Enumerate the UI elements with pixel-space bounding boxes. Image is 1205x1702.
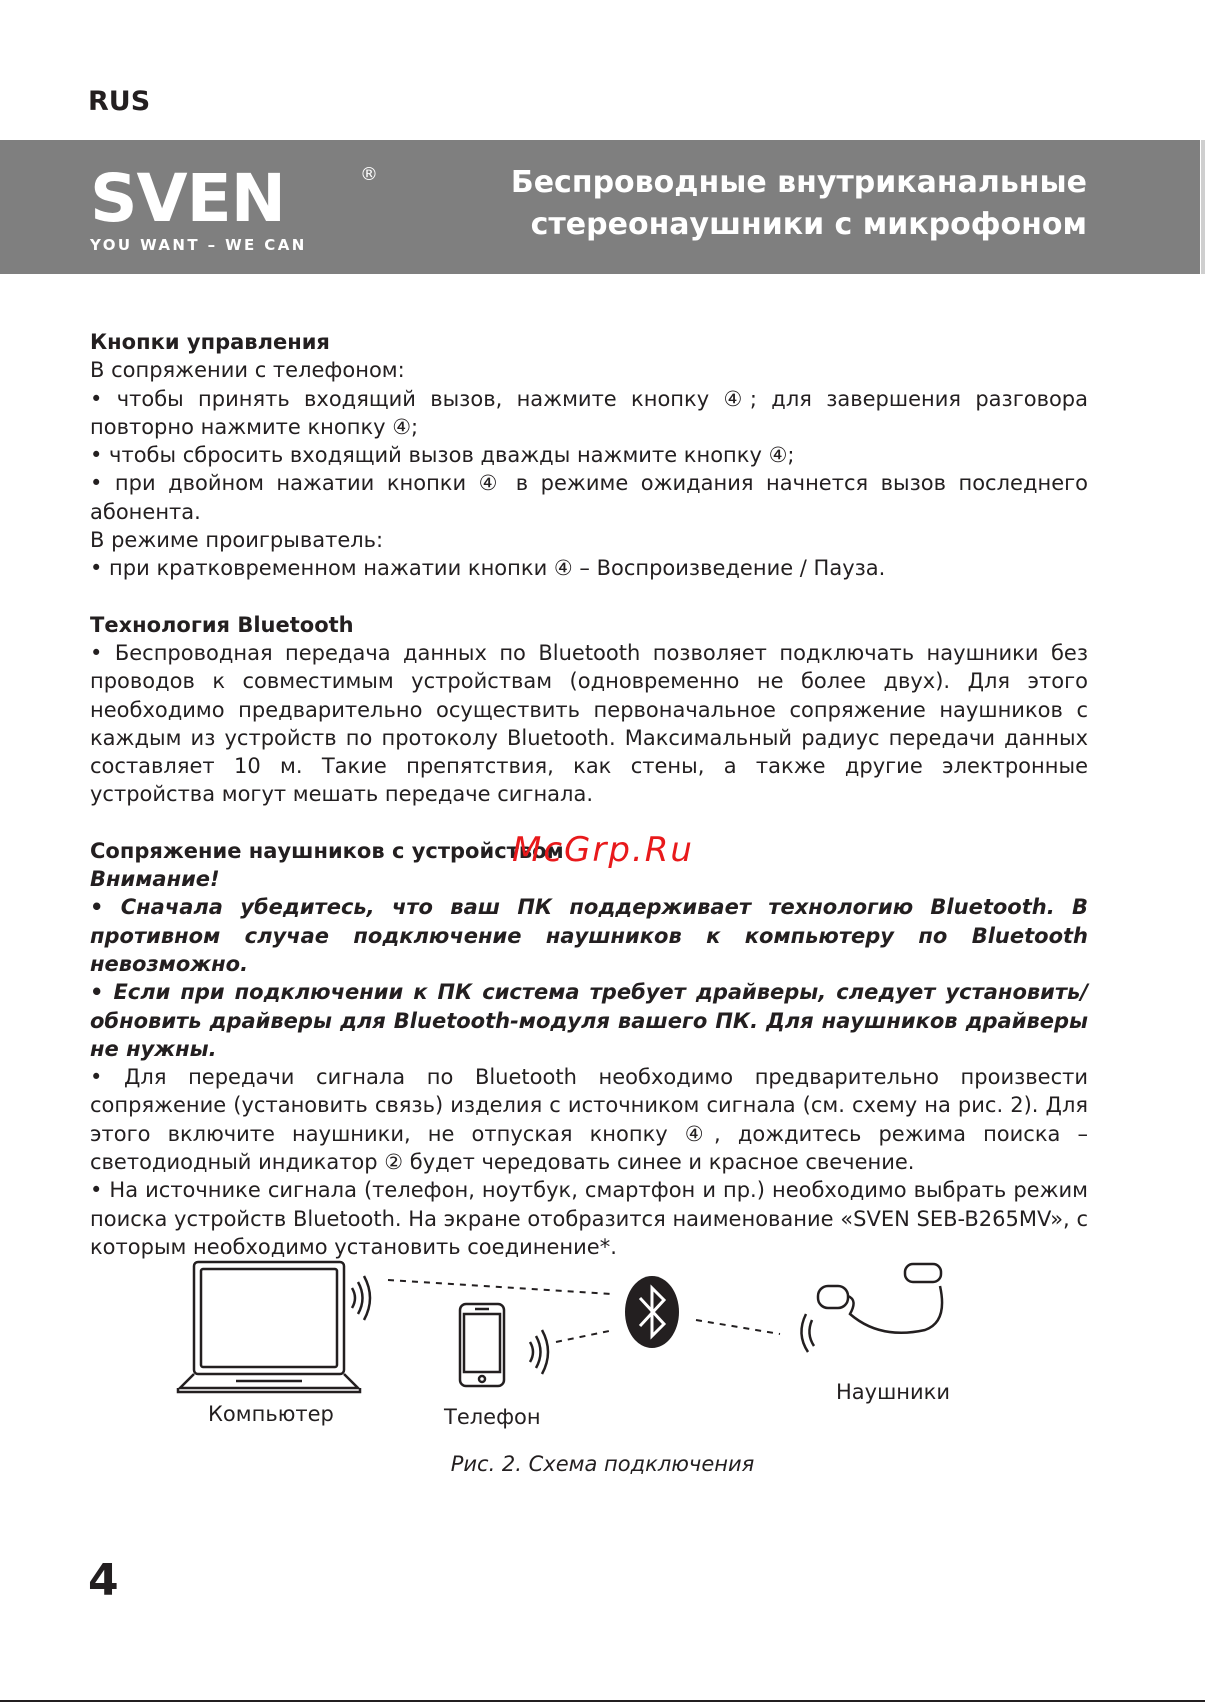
page-number: 4	[88, 1555, 119, 1606]
bluetooth-icon	[625, 1276, 679, 1348]
bullet-item: • при кратковременном нажатии кнопки ④ – Воспроизведение / Пауза.	[90, 556, 886, 581]
sven-logo	[90, 160, 378, 254]
warning-item: • Сначала убедитесь, что ваш ПК поддерживает технологию Bluetooth. В противном случае подключение наушников к компьютеру по Bluetooth невозможно.	[90, 895, 1088, 976]
bullet-item: • Для передачи сигнала по Bluetooth необходимо предварительно произвести сопряжение (установить связь) изделия с источником сигнала (см. схему на рис. 2). Для этого включите наушники, не отпуская кнопку ④, дождитесь режима поиска – светодиодный индикатор ② будет чередовать синее и красное свечение.	[90, 1065, 1088, 1175]
section-heading-buttons: Кнопки управления	[90, 330, 330, 354]
signal-waves-icon	[352, 1276, 370, 1320]
bullet-item: • при двойном нажатии кнопки ④ в режиме ожидания начнется вызов последнего абонента.	[90, 471, 1088, 524]
connection-lines	[388, 1280, 780, 1342]
page-title	[511, 162, 1087, 246]
figure-caption	[0, 1452, 1205, 1476]
attention-label: Внимание!	[90, 867, 220, 892]
phone-icon	[460, 1304, 504, 1386]
title-line-1: Беспроводные внутриканальные	[510, 165, 1087, 200]
title-line-2: стереонаушники с микрофоном	[530, 207, 1087, 242]
headphones-label: Наушники	[836, 1380, 951, 1404]
section-heading-pairing: Сопряжение наушников с устройством	[90, 838, 564, 863]
bullet-item: • чтобы принять входящий вызов, нажмите кнопку ④; для завершения разговора повторно нажмите кнопку ④;	[90, 386, 1088, 439]
headphones-icon	[801, 1264, 942, 1352]
signal-waves-icon	[530, 1330, 548, 1374]
logo-wordmark: SVEN	[90, 160, 285, 237]
section-heading-bluetooth: Технология Bluetooth	[90, 612, 354, 637]
registered-mark: ®	[360, 164, 378, 185]
logo-tagline: YOU WANT – WE CAN	[90, 236, 307, 254]
paragraph: В режиме проигрыватель:	[90, 528, 384, 553]
bullet-item: • На источнике сигнала (телефон, ноутбук, смартфон и пр.) необходимо выбрать режим поиска устройств Bluetooth. На экране отобразится наименование «SVEN SEB-B265MV», с которым необходимо установить соединение*.	[90, 1178, 1088, 1259]
paragraph: • Беспроводная передача данных по Bluetooth позволяет подключать наушники без проводов к совместимым устройствам (одновременно не более двух). Для этого необходимо предварительно осуществить первоначальное сопряжение наушников с каждым из устройств по протоколу Bluetooth. Максимальный радиус передачи данных составляет 10 м. Такие препятствия, как стены, а также другие электронные устройства могут мешать передаче сигнала.	[90, 640, 1088, 807]
watermark: McGrp.Ru	[512, 830, 694, 870]
laptop-icon	[178, 1262, 360, 1392]
computer-label: Компьютер	[208, 1402, 334, 1426]
phone-label: Телефон	[444, 1405, 541, 1429]
bullet-item: • чтобы сбросить входящий вызов дважды нажмите кнопку ④;	[90, 443, 795, 468]
language-label: RUS	[88, 86, 151, 117]
banner-edge	[1201, 140, 1205, 274]
paragraph: В сопряжении с телефоном:	[90, 358, 405, 383]
warning-item: • Если при подключении к ПК система требует драйверы, следует установить/обновить драйверы для Bluetooth-модуля вашего ПК. Для наушников драйверы не нужны.	[90, 980, 1088, 1061]
figure-caption-text: Рис. 2. Схема подключения	[450, 1452, 755, 1476]
connection-diagram	[0, 1250, 1205, 1470]
main-content	[90, 328, 1088, 1261]
